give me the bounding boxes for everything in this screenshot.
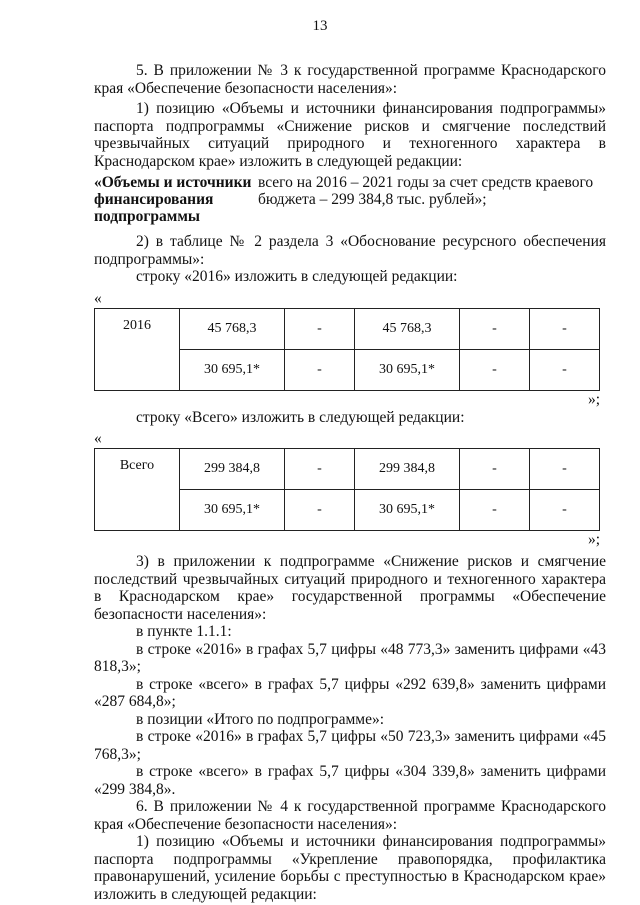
table-cell: 299 384,8 (355, 449, 460, 490)
point-111-a: в строке «2016» в графах 5,7 цифры «48 773,3» заменить цифрами «43 818,3»; (94, 640, 606, 675)
quote-close: »; (587, 531, 600, 548)
table-2016 (94, 308, 600, 391)
table-cell: 30 695,1* (180, 490, 285, 531)
item5-sub1: 1) позицию «Объемы и источники финансирования подпрограммы» паспорта подпрограммы «Снижение рисков и смягчение последствий чрезвычайных ситуаций природного и техногенного характера в Краснодарском крае» изложить в следующей редакции: (94, 100, 606, 170)
financing-value: всего на 2016 – 2021 годы за счет средств краевого бюджета – 299 384,8 тыс. рублей»; (258, 174, 594, 208)
table-row (95, 308, 600, 349)
table-cell: - (460, 349, 530, 390)
financing-label-line: «Объемы и источники (94, 174, 252, 191)
table-cell: 45 768,3 (355, 308, 460, 349)
row-total-intro: строку «Всего» изложить в следующей редакции: (136, 408, 465, 426)
table-cell: - (285, 449, 355, 490)
table-cell: - (285, 349, 355, 390)
quote-open: « (94, 430, 102, 447)
table-cell: - (530, 349, 600, 390)
table-cell: - (530, 490, 600, 531)
table-cell: - (460, 490, 530, 531)
table-cell: - (460, 308, 530, 349)
table-year-cell: Всего (95, 449, 180, 531)
table-row (95, 449, 600, 490)
table-cell: 299 384,8 (180, 449, 285, 490)
itogo-a: в строке «2016» в графах 5,7 цифры «50 723,3» заменить цифрами «45 768,3»; (94, 728, 606, 763)
table-cell: 30 695,1* (180, 349, 285, 390)
financing-label-line: подпрограммы (94, 208, 201, 225)
page-number: 13 (312, 18, 328, 34)
item5-sub2: 2) в таблице № 2 раздела 3 «Обоснование ресурсного обеспечения подпрограммы»: (94, 233, 606, 268)
itogo-b: в строке «всего» в графах 5,7 цифры «304 339,8» заменить цифрами «299 384,8». (94, 763, 606, 798)
financing-label (94, 174, 252, 225)
item5-intro: 5. В приложении № 3 к государственной программе Краснодарского края «Обеспечение безопасности населения»: (94, 62, 606, 97)
item6-intro: 6. В приложении № 4 к государственной программе Краснодарского края «Обеспечение безопасности населения»: (94, 798, 606, 833)
item6-sub1: 1) позицию «Объемы и источники финансирования подпрограммы» паспорта подпрограммы «Укрепление правопорядка, профилактика правонарушений, усиление борьбы с преступностью в Краснодарском крае» изложить в следующей редакции: (94, 833, 606, 903)
document-body (94, 62, 606, 903)
table-year-cell: 2016 (95, 308, 180, 390)
financing-label-line: финансирования (94, 191, 214, 208)
quote-close: »; (587, 390, 600, 408)
table-cell: 45 768,3 (180, 308, 285, 349)
row-2016-intro: строку «2016» изложить в следующей редакции: (136, 268, 458, 285)
table-cell: 30 695,1* (355, 349, 460, 390)
item5-sub3: 3) в приложении к подпрограмме «Снижение рисков и смягчение последствий чрезвычайных ситуаций природного и техногенного характера в Краснодарском крае» государственной программы «Обеспечение безопасности населения»: (94, 553, 606, 623)
table-cell: - (460, 449, 530, 490)
point-111-b: в строке «всего» в графах 5,7 цифры «292 639,8» заменить цифрами «287 684,8»; (94, 675, 606, 710)
table-cell: - (285, 308, 355, 349)
itogo-position: в позиции «Итого по подпрограмме»: (136, 710, 385, 728)
table-cell: 30 695,1* (355, 490, 460, 531)
table-total (94, 448, 600, 531)
table-cell: - (530, 449, 600, 490)
point-111: в пункте 1.1.1: (136, 623, 232, 640)
quote-open: « (94, 289, 102, 307)
financing-position (94, 174, 606, 225)
table-cell: - (530, 308, 600, 349)
table-cell: - (285, 490, 355, 531)
